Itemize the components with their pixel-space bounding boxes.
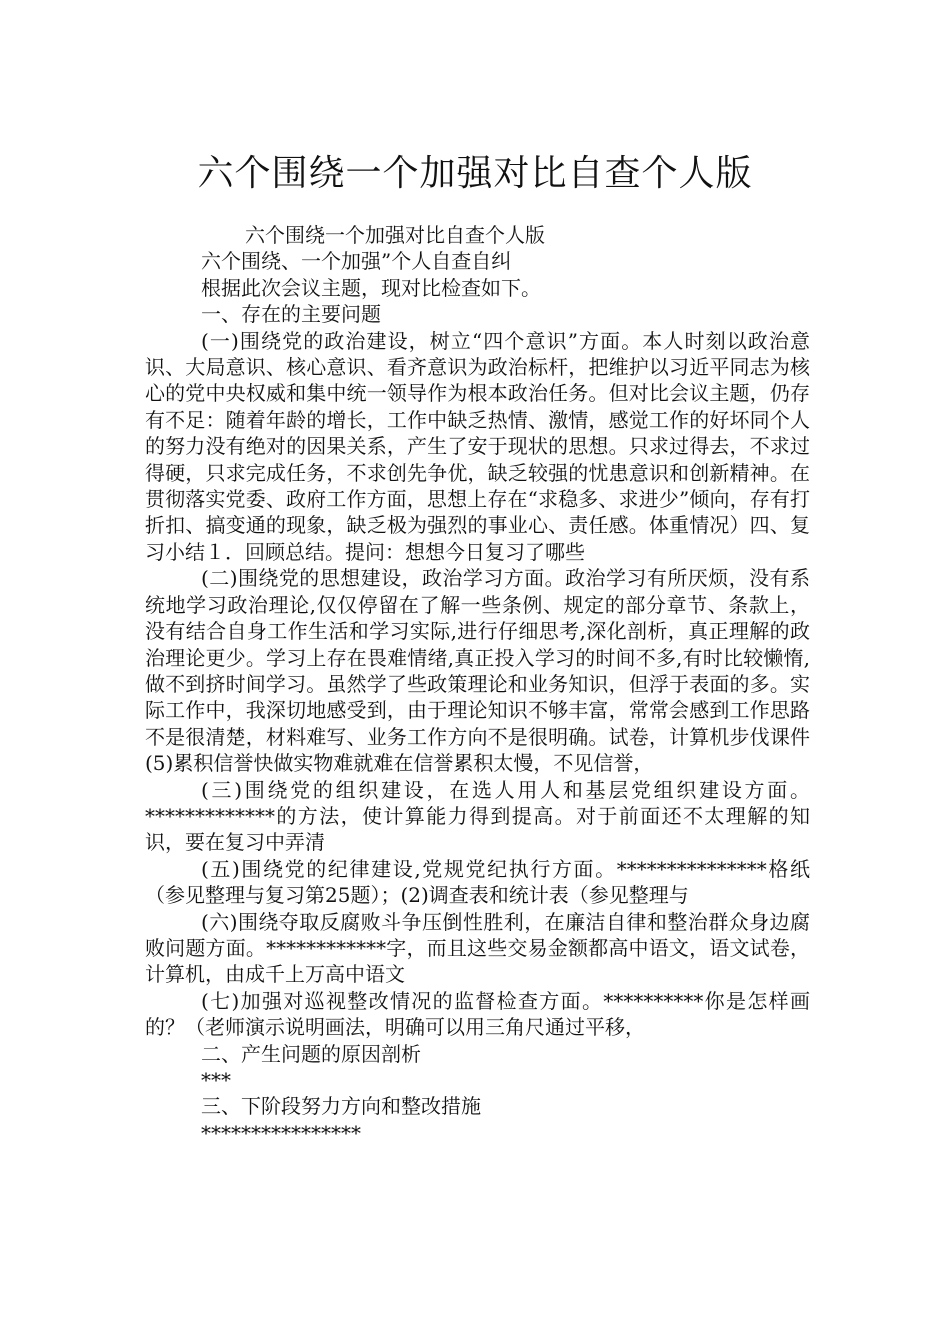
paragraph-5: (五)围绕党的纪律建设,党规党纪执行方面。***************格纸（参见整理与复习第25题）；(2)调查表和统计表（参见整理与 bbox=[145, 856, 810, 908]
paragraph-1: (一)围绕党的政治建设，树立“四个意识”方面。本人时刻以政治意识、大局意识、核心意识、看齐意识为政治标杆，把维护以习近平同志为核心的党中央权威和集中统一领导作为根本政治任务。但对比会议主题，仍存有不足：随着年龄的增长，工作中缺乏热情、激情，感觉工作的好坏同个人的努力没有绝对的因果关系，产生了安于现状的思想。只求过得去，不求过得硬，只求完成任务，不求创先争优，缺乏较强的忧患意识和创新精神。在贯彻落实党委、政府工作方面，思想上存在“求稳多、求进少”倾向，存有打折扣、搞变通的现象，缺乏极为强烈的事业心、责任感。体重情况）四、复习小结１．回顾总结。提问：想想今日复习了哪些 bbox=[145, 328, 810, 564]
placeholder-line-2: **************** bbox=[201, 1120, 361, 1145]
section-heading-3: 三、下阶段努力方向和整改措施 bbox=[201, 1094, 481, 1119]
document-title: 六个围绕一个加强对比自查个人版 bbox=[197, 153, 753, 195]
paragraph-3: (三)围绕党的组织建设，在选人用人和基层党组织建设方面。*************的方法，使计算能力得到提高。对于前面还不太理解的知识，要在复习中弄清 bbox=[145, 777, 810, 855]
paragraph-2: (二)围绕党的思想建设，政治学习方面。政治学习有所厌烦，没有系统地学习政治理论,仅仅停留在了解一些条例、规定的部分章节、条款上，没有结合自身工作生活和学习实际,进行仔细思考,深化剖析，真正理解的政治理论更少。学习上存在畏难情绪,真正投入学习的时间不多,有时比较懒惰,做不到挤时间学习。虽然学了些政策理论和业务知识，但浮于表面的多。实际工作中，我深切地感受到，由于理论知识不够丰富，常常会感到工作思路不是很清楚，材料难写、业务工作方向不是很明确。试卷，计算机步伐课件(5)累积信誉快做实物难就难在信誉累积太慢，不见信誉， bbox=[145, 566, 810, 776]
placeholder-line-1: *** bbox=[201, 1068, 231, 1092]
section-heading-2: 二、产生问题的原因剖析 bbox=[201, 1041, 421, 1066]
document-body bbox=[145, 222, 810, 1146]
heading-line: 六个围绕、一个加强”个人自查自纠 bbox=[201, 249, 512, 274]
paragraph-7: (七)加强对巡视整改情况的监督检查方面。**********你是怎样画的？（老师演示说明画法，明确可以用三角尺通过平移， bbox=[145, 988, 810, 1040]
intro-line: 根据此次会议主题，现对比检查如下。 bbox=[201, 275, 541, 300]
subtitle-line: 六个围绕一个加强对比自查个人版 bbox=[245, 223, 545, 247]
section-heading-1: 一、存在的主要问题 bbox=[201, 302, 381, 327]
paragraph-6: (六)围绕夺取反腐败斗争压倒性胜利，在廉洁自律和整治群众身边腐败问题方面。************字，而且这些交易金额都高中语文，语文试卷，计算机，由成千上万高中语文 bbox=[145, 909, 810, 987]
